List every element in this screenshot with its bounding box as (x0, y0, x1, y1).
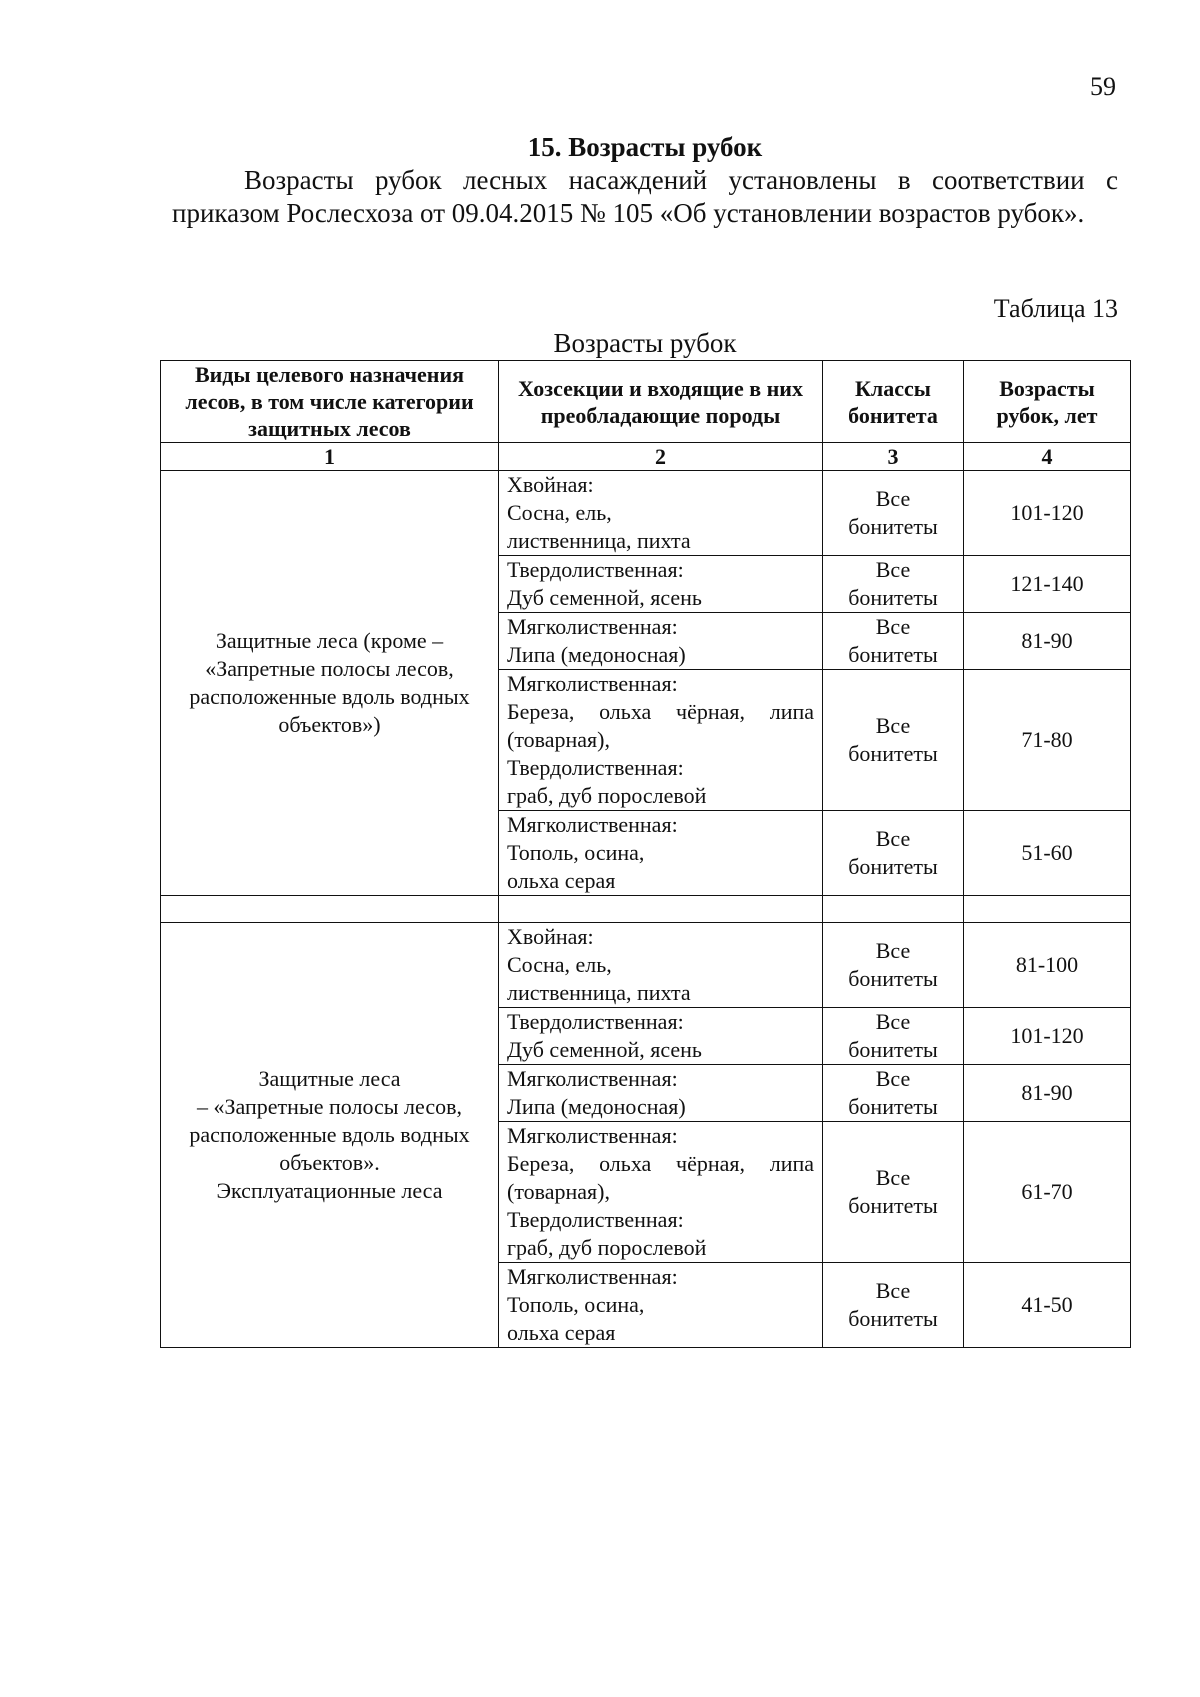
species-line: Мягколиственная: (507, 671, 678, 696)
bonitet-cell: Все бонитеты (823, 471, 964, 556)
bonitet-cell: Все бонитеты (823, 613, 964, 670)
age-cell: 81-90 (964, 1065, 1131, 1122)
species-line: Твердолиственная: (507, 755, 684, 780)
species-cell (499, 1065, 823, 1122)
species-line: Береза, ольха чёрная, липа (507, 699, 814, 724)
species-cell (499, 923, 823, 1008)
species-cell (499, 1263, 823, 1348)
species-line: лиственница, пихта (507, 528, 691, 553)
table-row (161, 471, 1131, 556)
species-line: Тополь, осина, (507, 1292, 645, 1317)
species-cell (499, 613, 823, 670)
species-line: Твердолиственная: (507, 1207, 684, 1232)
species-line: Липа (медоносная) (507, 1094, 686, 1119)
bonitet-cell: Все бонитеты (823, 556, 964, 613)
column-number: 3 (823, 443, 964, 471)
age-cell: 101-120 (964, 471, 1131, 556)
purpose-cell (161, 923, 499, 1348)
header-row (161, 361, 1131, 443)
table-row (161, 923, 1131, 1008)
species-line: Тополь, осина, (507, 840, 645, 865)
age-cell: 121-140 (964, 556, 1131, 613)
bonitet-cell: Все бонитеты (823, 811, 964, 896)
species-cell (499, 1008, 823, 1065)
species-line: Сосна, ель, (507, 500, 612, 525)
column-number-row (161, 443, 1131, 471)
species-line: (товарная), (507, 1179, 610, 1204)
purpose-line: Эксплуатационные леса (216, 1178, 443, 1203)
species-line: Мягколиственная: (507, 1066, 678, 1091)
header-species: Хозсекции и входящие в них преобладающие породы (499, 361, 823, 443)
header-bonitet: Классы бонитета (823, 361, 964, 443)
species-cell (499, 670, 823, 811)
empty-cell (964, 896, 1131, 923)
section-title: 15. Возрасты рубок (527, 132, 763, 162)
species-line: ольха серая (507, 1320, 616, 1345)
page-number: 59 (1090, 72, 1116, 101)
bonitet-cell: Все бонитеты (823, 670, 964, 811)
species-line: Береза, ольха чёрная, липа (507, 1151, 814, 1176)
bonitet-cell: Все бонитеты (823, 1065, 964, 1122)
species-cell (499, 811, 823, 896)
species-line: граб, дуб порослевой (507, 1235, 707, 1260)
age-cell: 81-90 (964, 613, 1131, 670)
empty-cell (161, 896, 499, 923)
purpose-line: Защитные леса (258, 1066, 401, 1091)
intro-paragraph: Возрасты рубок лесных насаждений установлены в соответствии с приказом Рослесхоза от 09.04.2015 № 105 «Об установлении возрастов рубок». (172, 165, 1118, 228)
empty-cell (499, 896, 823, 923)
column-number: 4 (964, 443, 1131, 471)
species-line: граб, дуб порослевой (507, 783, 707, 808)
species-line: Дуб семенной, ясень (507, 1037, 702, 1062)
species-line: Липа (медоносная) (507, 642, 686, 667)
column-number: 1 (161, 443, 499, 471)
table-caption: Возрасты рубок (553, 328, 737, 358)
species-line: ольха серая (507, 868, 616, 893)
bonitet-cell: Все бонитеты (823, 1122, 964, 1263)
species-line: Твердолиственная: (507, 557, 684, 582)
table-number: Таблица 13 (993, 294, 1118, 323)
species-line: Мягколиственная: (507, 614, 678, 639)
species-line: Хвойная: (507, 924, 594, 949)
header-age: Возрасты рубок, лет (964, 361, 1131, 443)
species-line: Хвойная: (507, 472, 594, 497)
species-line: Мягколиственная: (507, 1264, 678, 1289)
species-cell (499, 1122, 823, 1263)
column-number: 2 (499, 443, 823, 471)
species-line: Мягколиственная: (507, 1123, 678, 1148)
bonitet-cell: Все бонитеты (823, 1263, 964, 1348)
species-line: Мягколиственная: (507, 812, 678, 837)
species-cell (499, 471, 823, 556)
species-line: Дуб семенной, ясень (507, 585, 702, 610)
purpose-line: – «Запретные полосы лесов, расположенные вдоль водных объектов». (189, 1094, 470, 1175)
age-cell: 51-60 (964, 811, 1131, 896)
species-line: лиственница, пихта (507, 980, 691, 1005)
species-line: (товарная), (507, 727, 610, 752)
species-line: Сосна, ель, (507, 952, 612, 977)
cutting-ages-table (160, 360, 1131, 1348)
age-cell: 41-50 (964, 1263, 1131, 1348)
empty-cell (823, 896, 964, 923)
age-cell: 61-70 (964, 1122, 1131, 1263)
header-purpose: Виды целевого назначения лесов, в том числе категории защитных лесов (161, 361, 499, 443)
species-cell (499, 556, 823, 613)
bonitet-cell: Все бонитеты (823, 1008, 964, 1065)
age-cell: 71-80 (964, 670, 1131, 811)
purpose-cell: Защитные леса (кроме – «Запретные полосы лесов, расположенные вдоль водных объектов») (161, 471, 499, 896)
species-line: Твердолиственная: (507, 1009, 684, 1034)
empty-row (161, 896, 1131, 923)
age-cell: 101-120 (964, 1008, 1131, 1065)
age-cell: 81-100 (964, 923, 1131, 1008)
bonitet-cell: Все бонитеты (823, 923, 964, 1008)
